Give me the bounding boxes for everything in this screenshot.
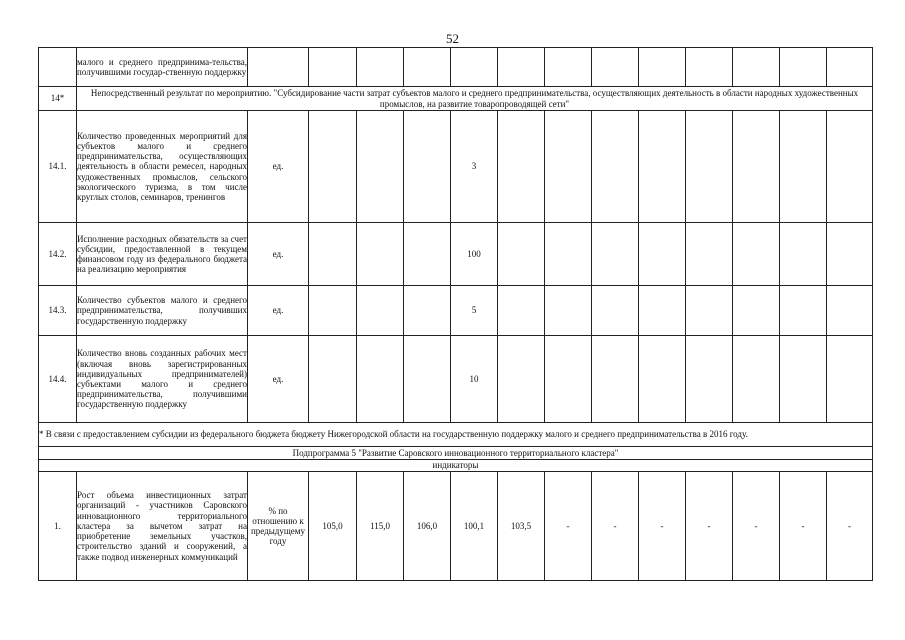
- value-cell: [309, 286, 357, 336]
- table-row: [39, 472, 873, 581]
- value-cell: [592, 336, 639, 423]
- value-cell: 100,1: [451, 472, 498, 581]
- row-unit: ед.: [248, 223, 309, 286]
- value-cell: -: [545, 472, 592, 581]
- row-description: Количество вновь созданных рабочих мест (включая вновь зарегистрированных индивидуальных предпринимателей) субъектами малого и среднего предпринимательства, получившими государственную поддержку: [77, 336, 248, 423]
- subprogram-title: Подпрограмма 5 "Развитие Саровского инновационного территориального кластера": [39, 447, 873, 460]
- value-cell: [827, 336, 873, 423]
- value-cell: [639, 286, 686, 336]
- value-cell: [404, 111, 451, 223]
- value-cell: [639, 223, 686, 286]
- value-cell: [545, 223, 592, 286]
- value-cell: [404, 336, 451, 423]
- value-cell: [686, 286, 733, 336]
- indicators-label-row: [39, 460, 873, 472]
- value-cell: [780, 111, 827, 223]
- value-cell: [404, 48, 451, 87]
- row-number: 14.4.: [39, 336, 77, 423]
- table-row: [39, 223, 873, 286]
- row-number: 1.: [39, 472, 77, 581]
- value-cell: -: [780, 472, 827, 581]
- indicators-table: [38, 47, 873, 581]
- row-description: Количество субъектов малого и среднего предпринимательства, получивших государственную поддержку: [77, 286, 248, 336]
- value-cell: [498, 223, 545, 286]
- subprogram-row: [39, 447, 873, 460]
- result-header-row: [39, 87, 873, 111]
- table-row: [39, 286, 873, 336]
- value-cell: [733, 223, 780, 286]
- value-cell: [686, 48, 733, 87]
- value-cell: [498, 48, 545, 87]
- row-number: 14*: [39, 87, 77, 111]
- value-cell: [827, 223, 873, 286]
- value-cell: -: [827, 472, 873, 581]
- value-cell: [733, 48, 780, 87]
- value-cell: -: [686, 472, 733, 581]
- value-cell: [309, 111, 357, 223]
- row-description: малого и среднего предпринима-тельства, получившими государ-ственную поддержку: [77, 48, 248, 87]
- value-cell: [451, 48, 498, 87]
- value-cell: [498, 111, 545, 223]
- value-cell: [357, 286, 404, 336]
- value-cell: [733, 336, 780, 423]
- value-cell: [592, 223, 639, 286]
- value-cell: [827, 48, 873, 87]
- row-number: 14.3.: [39, 286, 77, 336]
- value-cell: -: [733, 472, 780, 581]
- table-row-continuation: [39, 48, 873, 87]
- value-cell: [780, 286, 827, 336]
- row-description: Количество проведенных мероприятий для субъектов малого и среднего предпринимательства, осуществляющих деятельность в области ремесел, народных художественных промыслов, сельского экологического туризма, в том числе круглых столов, семинаров, тренингов: [77, 111, 248, 223]
- value-cell: [404, 286, 451, 336]
- page-number: 52: [446, 31, 459, 46]
- value-cell: 105,0: [309, 472, 357, 581]
- row-unit: % по отношению к предыдущему году: [248, 472, 309, 581]
- row-number: [39, 48, 77, 87]
- value-cell: 5: [451, 286, 498, 336]
- value-cell: [404, 223, 451, 286]
- value-cell: [545, 48, 592, 87]
- value-cell: [592, 286, 639, 336]
- value-cell: [686, 111, 733, 223]
- value-cell: [780, 336, 827, 423]
- row-description: Рост объема инвестиционных затрат организаций - участников Саровского инновационного территориального кластера за вычетом затрат на приобретение земельных участков, строительство зданий и сооружений, а также подвод инженерных коммуникаций: [77, 472, 248, 581]
- value-cell: [639, 111, 686, 223]
- row-unit: [248, 48, 309, 87]
- value-cell: [545, 111, 592, 223]
- value-cell: -: [592, 472, 639, 581]
- value-cell: [357, 111, 404, 223]
- row-unit: ед.: [248, 111, 309, 223]
- value-cell: [357, 223, 404, 286]
- footnote: * В связи с предоставлением субсидии из федерального бюджета бюджету Нижегородской области на государственную поддержку малого и среднего предпринимательства в 2016 году.: [39, 423, 873, 447]
- value-cell: [357, 48, 404, 87]
- value-cell: [309, 48, 357, 87]
- value-cell: [733, 286, 780, 336]
- footnote-row: [39, 423, 873, 447]
- indicators-label: индикаторы: [39, 460, 873, 472]
- value-cell: [639, 48, 686, 87]
- value-cell: [498, 286, 545, 336]
- value-cell: 103,5: [498, 472, 545, 581]
- value-cell: [780, 48, 827, 87]
- value-cell: [686, 223, 733, 286]
- value-cell: 10: [451, 336, 498, 423]
- table-row: [39, 111, 873, 223]
- value-cell: [309, 223, 357, 286]
- row-number: 14.2.: [39, 223, 77, 286]
- value-cell: [309, 336, 357, 423]
- row-unit: ед.: [248, 336, 309, 423]
- value-cell: [827, 286, 873, 336]
- value-cell: [592, 48, 639, 87]
- value-cell: [639, 336, 686, 423]
- row-number: 14.1.: [39, 111, 77, 223]
- value-cell: [686, 336, 733, 423]
- table-row: [39, 336, 873, 423]
- value-cell: -: [639, 472, 686, 581]
- value-cell: [592, 111, 639, 223]
- result-description: Непосредственный результат по мероприятию. "Субсидирование части затрат субъектов малого и среднего предпринимательства, осуществляющих деятельность в области народных художественных промыслов, на развитие товаропроводящей сети": [77, 87, 873, 111]
- row-description: Исполнение расходных обязательств за счет субсидии, предоставленной в текущем финансовом году из федерального бюджета на реализацию мероприятия: [77, 223, 248, 286]
- value-cell: [733, 111, 780, 223]
- value-cell: 106,0: [404, 472, 451, 581]
- value-cell: [545, 286, 592, 336]
- value-cell: [780, 223, 827, 286]
- value-cell: [827, 111, 873, 223]
- value-cell: [545, 336, 592, 423]
- value-cell: 115,0: [357, 472, 404, 581]
- value-cell: 100: [451, 223, 498, 286]
- row-unit: ед.: [248, 286, 309, 336]
- value-cell: [357, 336, 404, 423]
- value-cell: 3: [451, 111, 498, 223]
- value-cell: [498, 336, 545, 423]
